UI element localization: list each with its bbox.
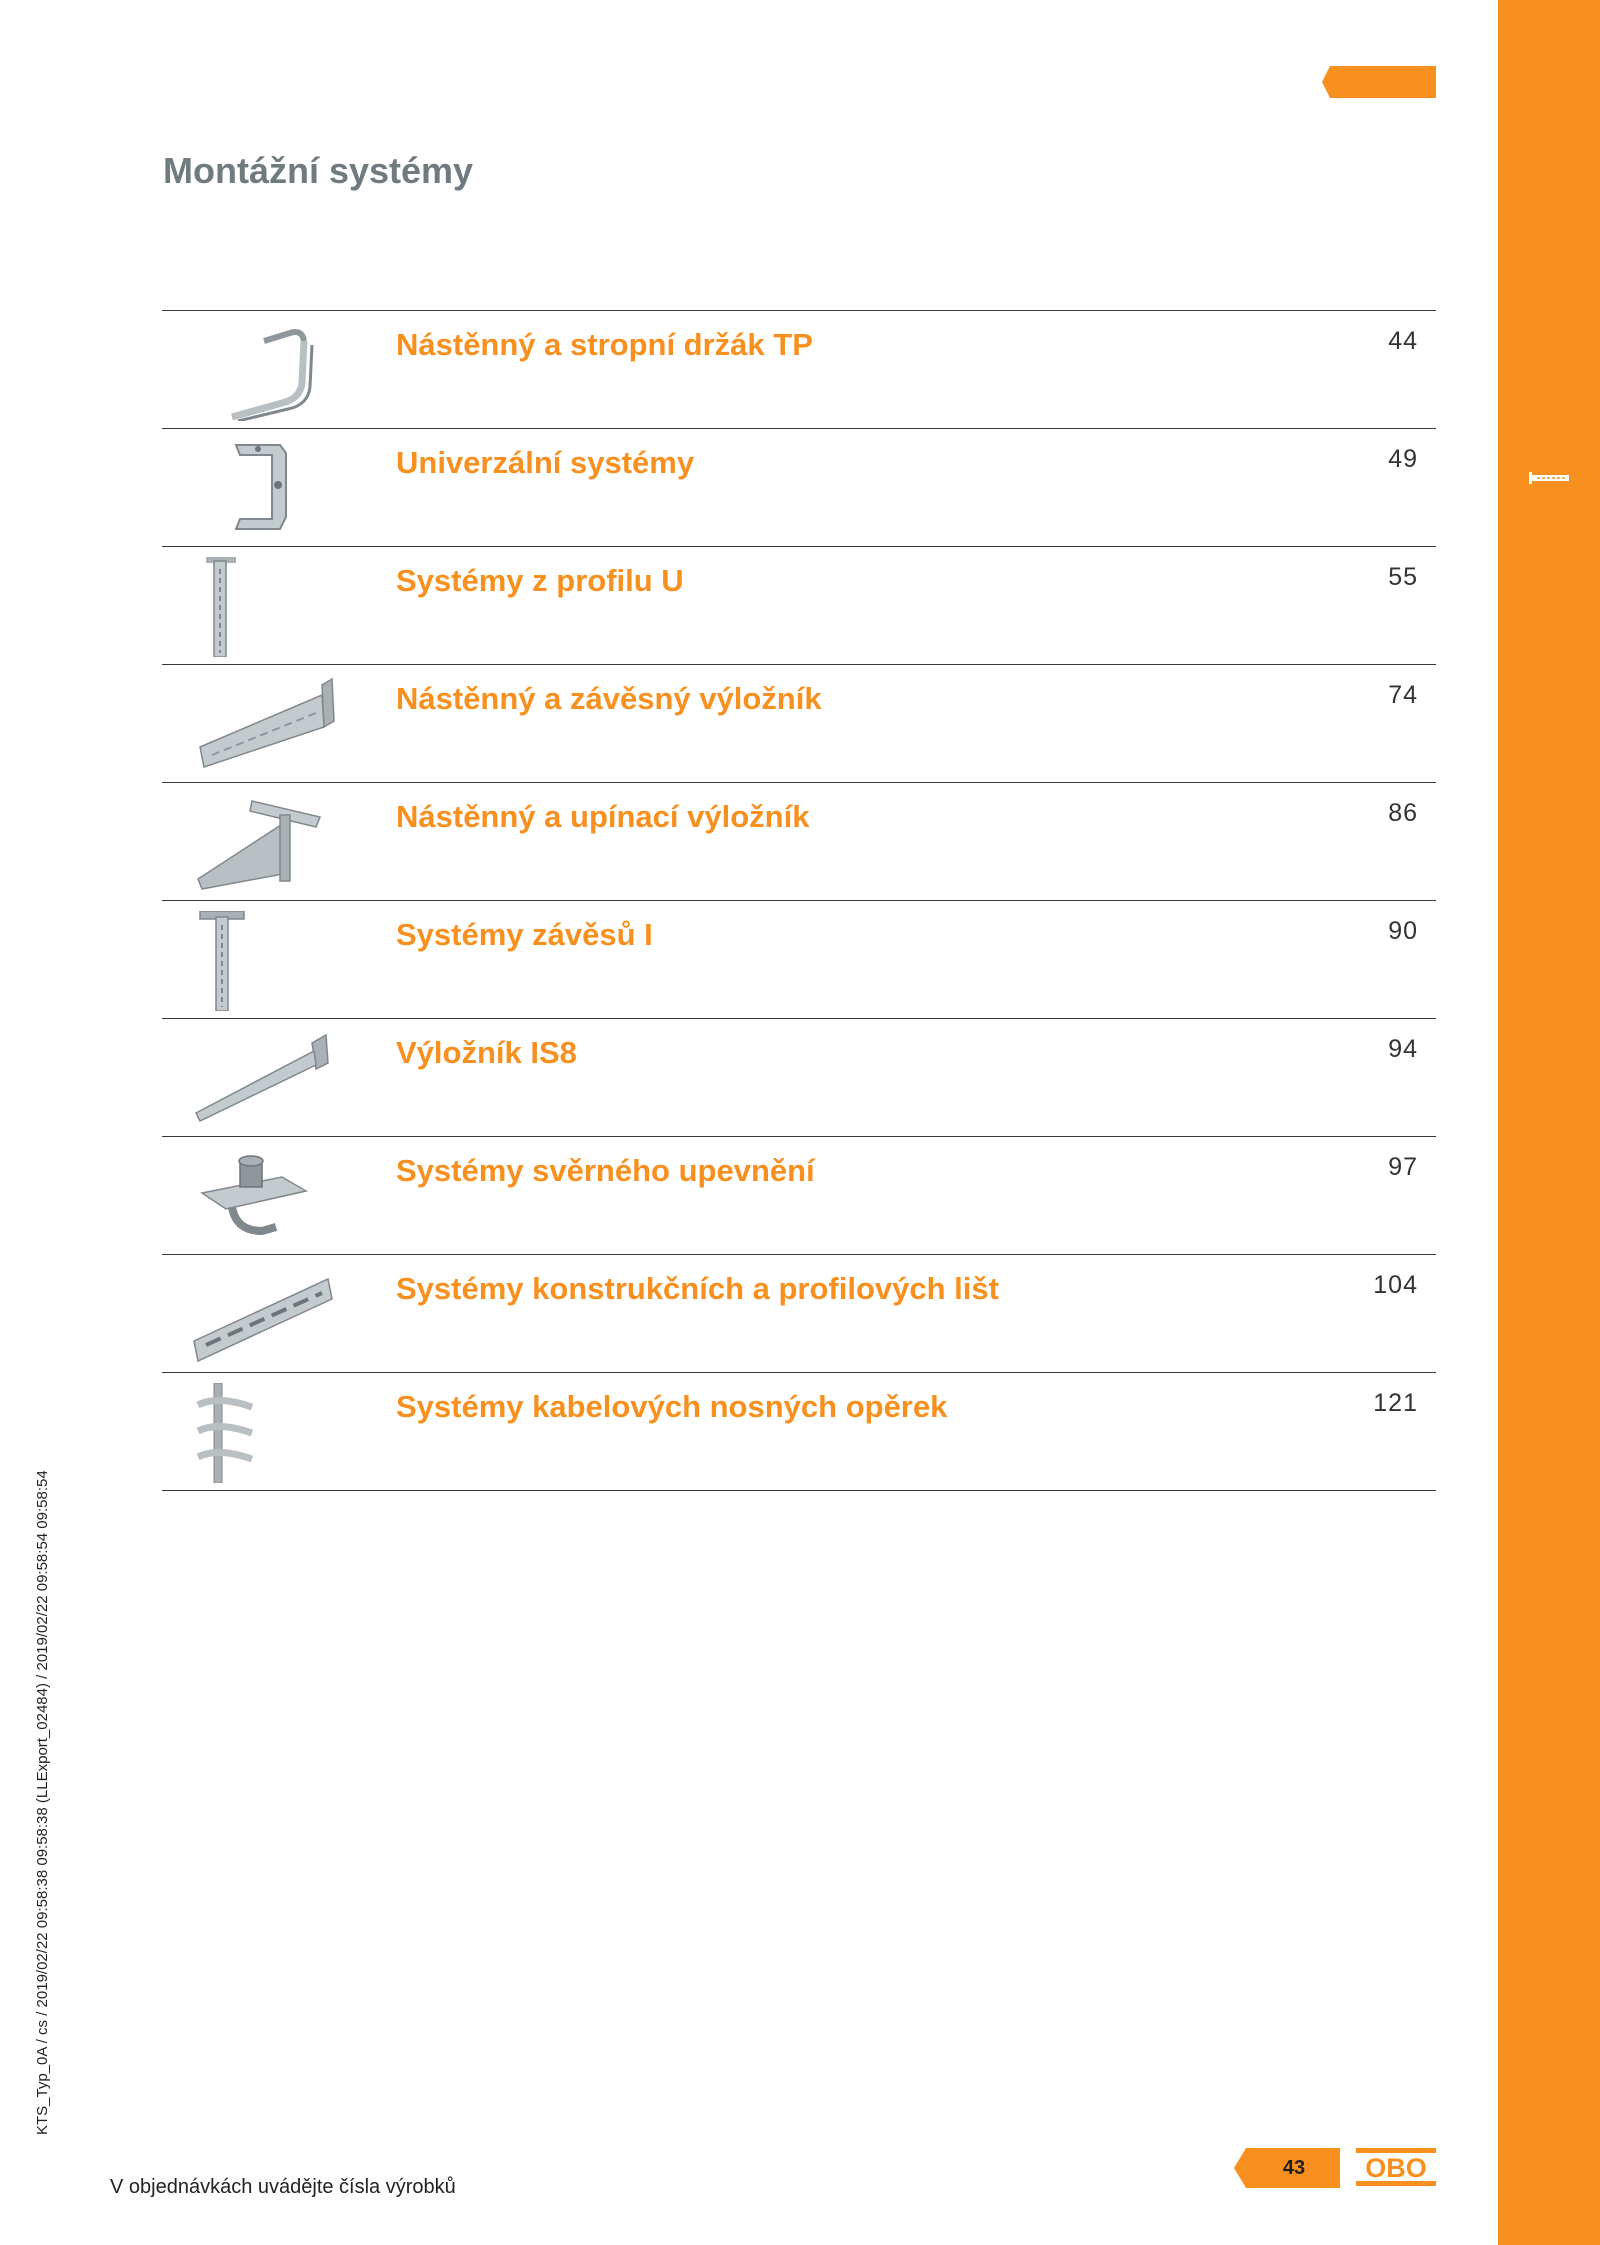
wall-bracket-icon <box>192 675 352 775</box>
toc-entry-page: 90 <box>1388 917 1418 945</box>
is8-bracket-icon <box>192 1029 352 1129</box>
toc-entry-page: 121 <box>1373 1389 1418 1417</box>
obo-logo <box>1356 2148 1436 2186</box>
side-color-band <box>1498 0 1600 2245</box>
tp-bracket-icon <box>192 321 352 421</box>
toc-row[interactable] <box>162 1137 1436 1255</box>
toc-entry-title: Nástěnný a upínací výložník <box>396 799 810 834</box>
logo-text: OBO <box>1365 2153 1427 2183</box>
toc-row[interactable] <box>162 665 1436 783</box>
clamp-fixing-icon <box>192 1147 352 1247</box>
universal-clamp-icon <box>192 439 352 539</box>
toc-entry-page: 86 <box>1388 799 1418 827</box>
toc-row[interactable] <box>162 783 1436 901</box>
toc-entry-title: Systémy konstrukčních a profilových lišt <box>396 1271 999 1306</box>
toc-entry-page: 104 <box>1373 1271 1418 1299</box>
page-number: 43 <box>1282 2157 1306 2179</box>
toc-entry-title: Systémy svěrného upevnění <box>396 1153 815 1188</box>
toc-entry-page: 74 <box>1388 681 1418 709</box>
toc-entry-title: Výložník IS8 <box>396 1035 577 1070</box>
i-hanger-icon <box>192 911 352 1011</box>
profile-rail-icon <box>192 1265 352 1365</box>
toc-row[interactable] <box>162 1255 1436 1373</box>
toc-entry-page: 44 <box>1388 327 1418 355</box>
toc-entry-title: Systémy kabelových nosných opěrek <box>396 1389 948 1424</box>
section-rail-icon <box>1527 468 1571 488</box>
page-title: Montážní systémy <box>163 150 474 191</box>
toc-entry-title: Univerzální systémy <box>396 445 695 480</box>
toc-row[interactable] <box>162 429 1436 547</box>
section-tab-marker <box>1322 66 1436 98</box>
toc-row[interactable] <box>162 311 1436 429</box>
toc-row[interactable] <box>162 547 1436 665</box>
footer-note: V objednávkách uvádějte čísla výrobků <box>110 2176 456 2198</box>
toc-entry-title: Systémy z profilu U <box>396 563 684 598</box>
toc-entry-title: Nástěnný a stropní držák TP <box>396 327 813 362</box>
toc-entry-title: Systémy závěsů I <box>396 917 653 952</box>
clamp-bracket-icon <box>192 793 352 893</box>
toc-entry-page: 94 <box>1388 1035 1418 1063</box>
toc-row[interactable] <box>162 901 1436 1019</box>
toc-entry-page: 97 <box>1388 1153 1418 1181</box>
table-of-contents <box>162 310 1436 1491</box>
toc-row[interactable] <box>162 1019 1436 1137</box>
toc-row[interactable] <box>162 1373 1436 1491</box>
document-meta-vertical: KTS_Typ_0A / cs / 2019/02/22 09:58:38 09:58:38 (LLExport_02484) / 2019/02/22 09:58:54 09:58:54 <box>34 1470 51 2135</box>
toc-entry-page: 55 <box>1388 563 1418 591</box>
toc-entry-page: 49 <box>1388 445 1418 473</box>
u-profile-icon <box>192 557 352 657</box>
cable-support-icon <box>192 1383 352 1483</box>
toc-entry-title: Nástěnný a závěsný výložník <box>396 681 822 716</box>
